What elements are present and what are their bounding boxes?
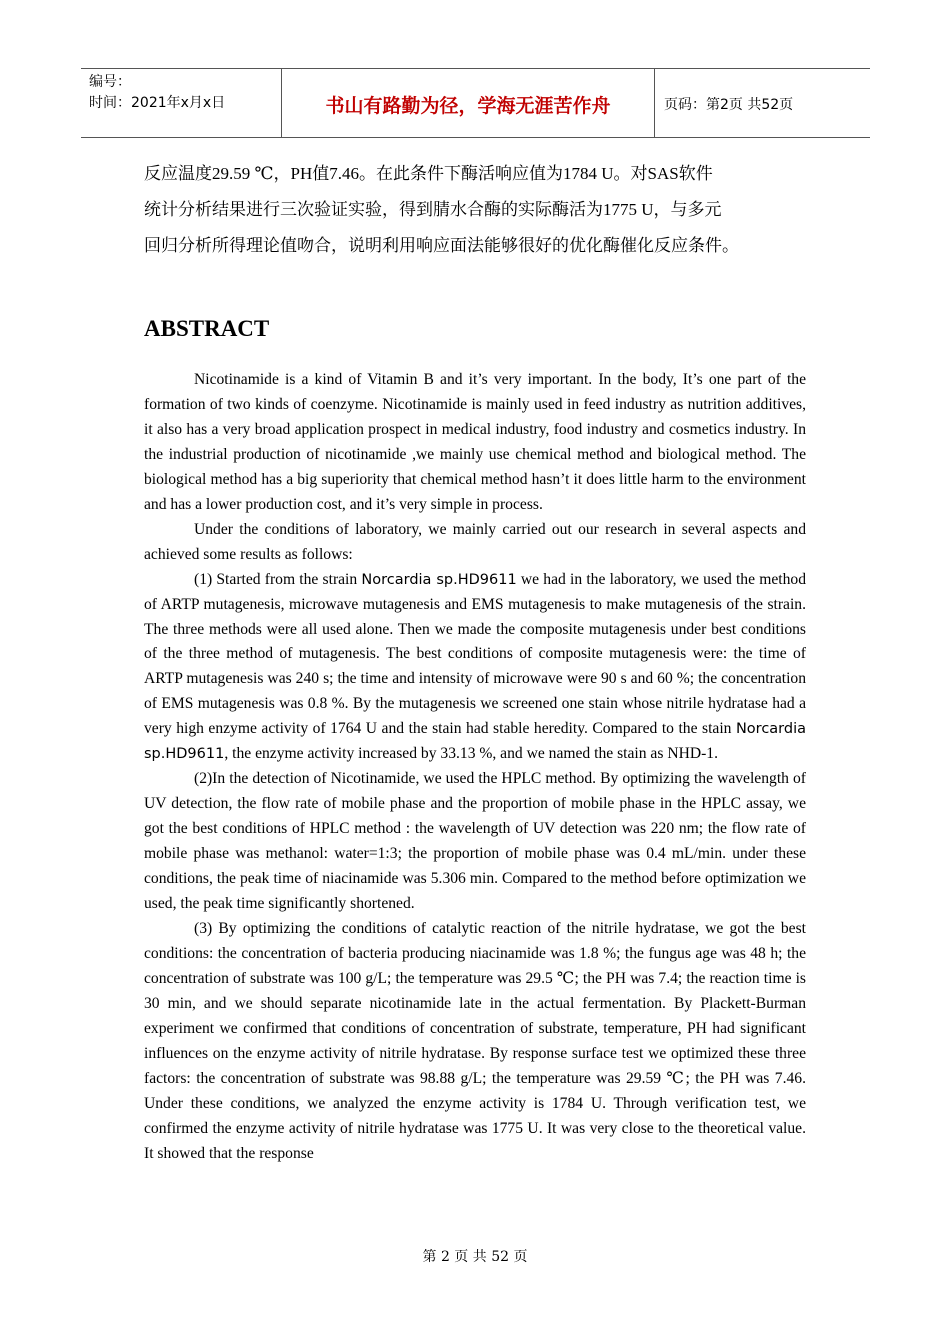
text-line: 回归分析所得理论值吻合，说明利用响应面法能够很好的优化酶催化反应条件。 [144,236,739,255]
paragraph: (3) By optimizing the conditions of catalytic reaction of the nitrile hydratase, we got the best conditions: the concentration of bacteria producing niacinamide was 1.8 %; the fungus age was 48 h; the concentration of substrate was 100 g/L; the temperature was 29.5 ℃; the PH was 7.4; the reaction time is 30 min, and we should separate nicotinamide late in the actual fermentation. By Plackett-Burman experiment we confirmed that conditions of concentration of substrate, temperature, PH had significant influences on the enzyme activity of nitrile hydratase. By response surface test we optimized these three factors: the concentration of substrate was 98.88 g/L; the temperature was 29.59 ℃; the PH was 7.46. Under these conditions, we analyzed the enzyme activity is 1784 U. Through verification test, we confirmed the enzyme activity of nitrile hydratase was 1775 U. It was very close to the theoretical value. It showed that the response [144,919,806,1162]
document-number-label: 编号： [89,74,131,90]
header-divider [654,69,655,137]
text-line: 反应温度29.59 ℃，PH值7.46。在此条件下酶活响应值为1784 U。对SAS软件 [144,164,713,183]
paragraph-text: , the enzyme activity increased by 33.13 %, and we named the stain as NHD-1. [224,745,718,763]
paragraph: (2)In the detection of Nicotinamide, we used the HPLC method. By optimizing the wavelength of UV detection, the flow rate of mobile phase and the proportion of mobile phase in the HPLC assay, we got the best conditions of HPLC method : the wavelength of UV detection was 220 nm; the flow rate of mobile phase was methanol: water=1:3; the proportion of mobile phase was 0.4 mL/min. under these conditions, the peak time of niacinamide was 5.306 min. Compared to the method before optimization we used, the peak time significantly shortened. [144,770,806,913]
paragraph [144,568,806,768]
paragraph: Nicotinamide is a kind of Vitamin B and it’s very important. In the body, It’s one part of the formation of two kinds of coenzyme. Nicotinamide is mainly used in feed industry as nutrition additives, it also has a very broad application prospect in medical industry, food industry and cosmetics industry. In the industrial production of nicotinamide ,we mainly use chemical method and biological method. The biological method has a big superiority that chemical method hasn’t it does little harm to the environment and has a lower production cost, and it’s very simple in process. [144,371,806,513]
abstract-heading: ABSTRACT [144,316,270,341]
text-line: 统计分析结果进行三次验证实验，得到腈水合酶的实际酶活为1775 U，与多元 [144,200,722,219]
paragraph-text: (1) Started from the strain [194,570,362,588]
strain-name: Norcardia sp.HD9611 [361,571,517,588]
document-time: 时间：2021年x月x日 [89,95,226,111]
header-meta [89,72,225,114]
abstract-body [144,368,806,1167]
header-motto: 书山有路勤为径，学海无涯苦作舟 [325,95,611,117]
chinese-abstract-continuation [144,156,806,264]
strain-name: Norcardia sp.HD9611 [144,721,806,763]
header-page-info: 页码：第2页 共52页 [664,97,794,113]
page-footer: 第 2 页 共 52 页 [422,1249,528,1265]
page-header [81,68,870,138]
paragraph-text: we had in the laboratory, we used the method of ARTP mutagenesis, microwave mutagenesis and EMS mutagenesis to make mutagenesis of the strain. The three methods were all used alone. Then we made the composite mutagenesis under best conditions of the three method of mutagenesis. The best conditions of composite mutagenesis were: the time of ARTP mutagenesis was 240 s; the time and intensity of microwave were 90 s and 60 %; the concentration of EMS mutagenesis was 0.8 %. By the mutagenesis we screened one stain whose nitrile hydratase had a very high enzyme activity of 1764 U and the stain had stable heredity. Compared to the stain [144,570,806,738]
paragraph: Under the conditions of laboratory, we mainly carried out our research in several aspects and achieved some results as follows: [144,520,806,563]
